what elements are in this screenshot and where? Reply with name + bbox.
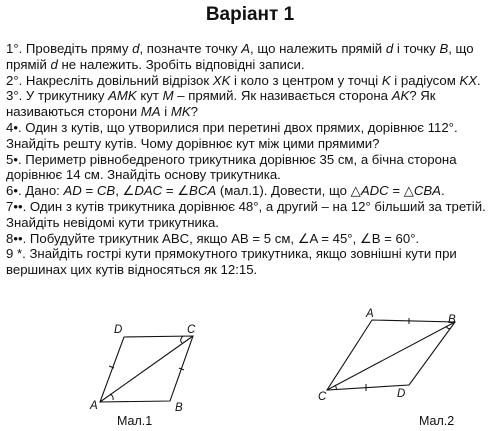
task-text: 5•. Периметр рівнобедреного трикутника дорівнює 35 см, а бічна сторона дорівнює 14 см. Знайдіть основу трикутника. [6, 151, 457, 183]
task-text: і коло з центром у точці [230, 72, 382, 88]
task-variable: CBA [413, 183, 441, 199]
task-variable: B [439, 41, 449, 56]
task-variable: M [162, 88, 174, 104]
task-6 [6, 183, 496, 199]
figure-2-angle-b [446, 326, 451, 329]
task-8 [6, 231, 496, 247]
task-variable: MK [170, 104, 191, 120]
task-variable: K [381, 72, 391, 88]
figure-2-label-c: C [318, 391, 327, 403]
figure-1-label-a: A [90, 400, 98, 412]
figure-2-label-d: D [397, 388, 406, 400]
figure-1-label-b: B [175, 402, 183, 412]
task-9 [6, 246, 496, 278]
task-2 [6, 73, 496, 89]
task-text: не належить. Зробіть відповідні записи. [57, 56, 305, 72]
task-variable: d [132, 41, 140, 56]
task-1 [6, 41, 496, 73]
figure-1-diagonal [100, 336, 193, 402]
task-text: 8••. Побудуйте трикутник ABC, якщо AB = 5 см, ∠A = 45°, ∠B = 60°. [6, 230, 420, 246]
page-title: Варіант 1 [205, 4, 295, 25]
task-text: 6•. Дано: [6, 183, 64, 199]
task-text: 7••. Один з кутів трикутника дорівнює 48°, а другий – на 12° більший за третій. Знайдіть невідомі кути трикутника. [6, 198, 486, 230]
task-text: , що належить прямій [250, 41, 386, 56]
task-text: 1°. Проведіть пряму [6, 41, 133, 56]
task-variable: AK [391, 88, 410, 104]
figure-1-caption: Мал.1 [117, 414, 153, 428]
task-variable: AD [63, 183, 82, 199]
figure-2-label-b: B [448, 314, 456, 326]
task-variable: MA [140, 104, 161, 120]
task-text: . [440, 183, 445, 199]
task-text: 3°. У трикутнику [6, 88, 109, 104]
task-text: (мал.1). Довести, що △ [216, 183, 361, 199]
figure-2-caption: Мал.2 [419, 414, 455, 428]
task-text: ? Як називаються сторони [6, 88, 436, 120]
task-variable: CB [96, 183, 116, 199]
task-variable: KX [459, 72, 478, 88]
task-4 [6, 120, 496, 152]
task-7 [6, 199, 496, 231]
task-text: – прямий. Як називається сторона [173, 88, 392, 104]
task-variable: DAC [134, 183, 163, 199]
task-text: ? [190, 104, 198, 120]
task-text: кут [136, 88, 163, 104]
task-text: і [160, 104, 171, 120]
task-text: = △ [388, 183, 414, 199]
figure-2-label-a: A [366, 308, 374, 320]
task-variable: A [241, 41, 251, 56]
task-text: і радіусом [390, 72, 460, 88]
task-text: . [477, 72, 481, 88]
task-variable: BCA [189, 183, 217, 199]
task-text: , позначте точку [139, 41, 242, 56]
figure-1-label-d: D [114, 324, 123, 336]
task-variable: d [385, 41, 394, 56]
task-variable: ADC [360, 183, 389, 199]
task-text: = ∠ [162, 183, 190, 199]
task-3 [6, 88, 496, 120]
task-text: 9 *. Знайдіть гострі кути прямокутного трикутника, якщо зовнішні кути при вершинах цих кутів відносяться як 12:15. [6, 246, 457, 278]
figure-1-angle-c [181, 336, 183, 343]
task-text: = [81, 183, 97, 199]
figure-2-diagonal [327, 322, 455, 390]
figure-1-label-c: C [187, 324, 196, 336]
task-text: , ∠ [115, 183, 135, 199]
task-list [6, 41, 496, 278]
task-variable: XK [212, 72, 231, 88]
task-text: 4•. Один з кутів, що утворилися при перетині двох прямих, дорівнює 112°. Знайдіть решту кутів. Чому дорівнює кут між цими прямими? [6, 119, 458, 151]
task-variable: AMK [108, 88, 137, 104]
task-5 [6, 152, 496, 184]
task-text: і точку [393, 41, 440, 56]
task-text: 2°. Накресліть довільний відрізок [6, 72, 213, 88]
figure-2-parallelogram [312, 305, 472, 405]
task-text: , що прямій [6, 41, 474, 72]
figure-1-parallelogram [78, 312, 218, 412]
task-variable: d [50, 56, 58, 72]
